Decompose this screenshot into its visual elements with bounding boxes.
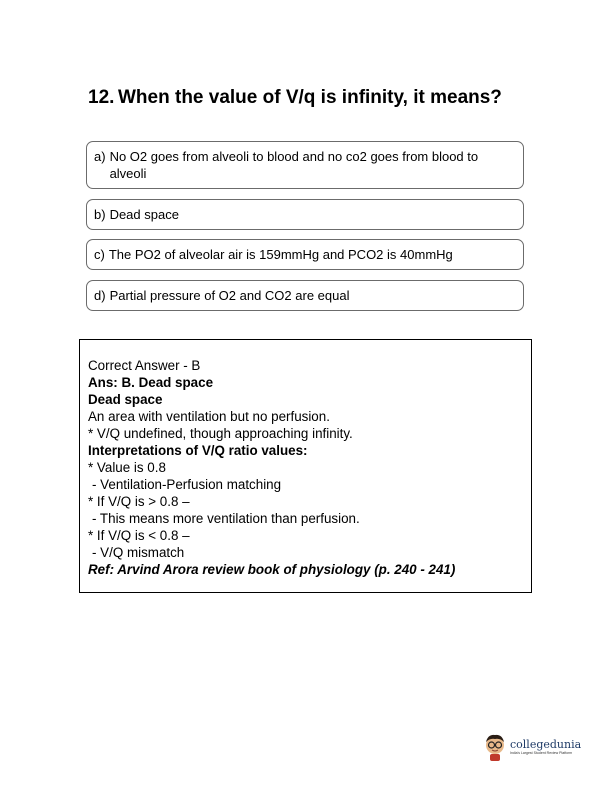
definition-line: An area with ventilation but no perfusion.	[88, 409, 330, 424]
option-letter: a)	[94, 149, 106, 164]
option-d[interactable]	[86, 280, 524, 311]
interpretation-heading: Interpretations of V/Q ratio values:	[88, 443, 308, 458]
option-c[interactable]	[86, 239, 524, 270]
answer-explanation-box	[79, 339, 532, 593]
option-text: The PO2 of alveolar air is 159mmHg and PCO2 is 40mmHg	[108, 247, 453, 262]
option-b[interactable]	[86, 199, 524, 230]
interpretation-line: * If V/Q is < 0.8 –	[88, 528, 190, 543]
question-text: When the value of V/q is infinity, it means?	[118, 87, 502, 108]
option-text: No O2 goes from alveoli to blood and no co2 goes from blood to alveoli	[109, 149, 479, 181]
collegedunia-logo	[482, 730, 592, 764]
reference-line: Ref: Arvind Arora review book of physiology (p. 240 - 241)	[88, 562, 456, 577]
interpretation-line: * Value is 0.8	[88, 460, 166, 475]
interpretation-line: - Ventilation-Perfusion matching	[92, 477, 282, 492]
option-letter: c)	[94, 247, 105, 262]
answer-line: Ans: B. Dead space	[88, 375, 214, 390]
logo-name: collegedunia	[510, 738, 582, 751]
interpretation-line: - This means more ventilation than perfusion.	[92, 511, 360, 526]
question-title	[88, 86, 528, 110]
correct-answer-line: Correct Answer - B	[88, 358, 201, 373]
option-text: Partial pressure of O2 and CO2 are equal	[109, 288, 350, 303]
note-line: * V/Q undefined, though approaching infinity.	[88, 426, 353, 441]
logo-tagline: India's Largest Student Review Platform	[510, 751, 573, 755]
mascot-icon	[482, 732, 508, 762]
option-a[interactable]	[86, 141, 524, 189]
explanation-heading: Dead space	[88, 392, 163, 407]
option-letter: d)	[94, 288, 106, 303]
option-text: Dead space	[109, 207, 179, 222]
interpretation-line: * If V/Q is > 0.8 –	[88, 494, 190, 509]
question-number: 12.	[88, 87, 115, 108]
option-letter: b)	[94, 207, 106, 222]
interpretation-line: - V/Q mismatch	[92, 545, 185, 560]
